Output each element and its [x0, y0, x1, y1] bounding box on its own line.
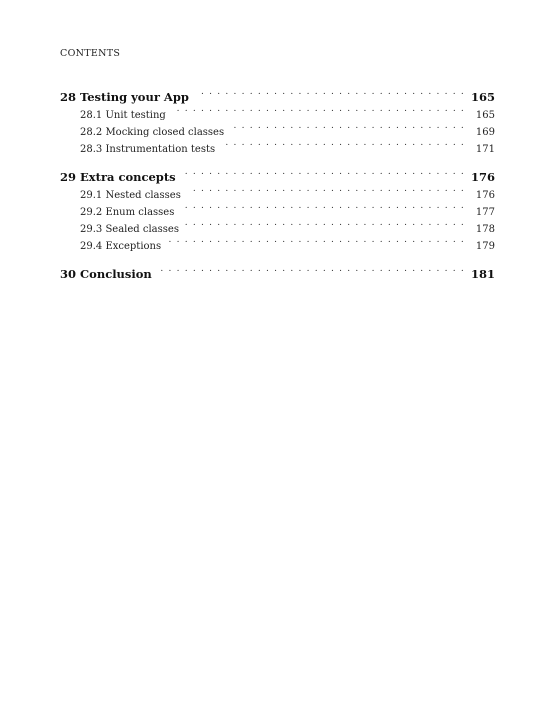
section-title: 29.1 Nested classes — [80, 190, 181, 201]
dot-leader — [167, 232, 465, 249]
section-page-number: 179 — [475, 241, 495, 252]
chapter-title: 30 Conclusion — [60, 267, 152, 281]
dot-leader — [221, 135, 465, 152]
dot-leader — [195, 83, 465, 101]
section-page-number: 165 — [475, 110, 495, 121]
running-head: CONTENTS — [60, 48, 121, 59]
table-of-contents — [60, 83, 495, 289]
section-page-number: 171 — [475, 144, 495, 155]
section-page-number: 176 — [475, 190, 495, 201]
toc-chapter-entry[interactable] — [60, 260, 495, 281]
toc-chapter-entry[interactable] — [60, 83, 495, 104]
dot-leader — [230, 118, 465, 135]
chapter-title: 29 Extra concepts — [60, 170, 176, 184]
toc-chapter-block — [60, 83, 495, 155]
chapter-page-number: 176 — [470, 170, 495, 184]
toc-chapter-block — [60, 163, 495, 252]
section-title: 29.3 Sealed classes — [80, 224, 179, 235]
dot-leader — [158, 260, 465, 278]
dot-leader — [172, 101, 465, 118]
dot-leader — [187, 181, 465, 198]
section-page-number: 177 — [475, 207, 495, 218]
section-page-number: 169 — [475, 127, 495, 138]
chapter-page-number: 165 — [470, 90, 495, 104]
chapter-title: 28 Testing your App — [60, 90, 189, 104]
dot-leader — [185, 215, 465, 232]
section-title: 28.2 Mocking closed classes — [80, 127, 225, 138]
dot-leader — [180, 198, 465, 215]
section-title: 29.4 Exceptions — [80, 241, 162, 252]
dot-leader — [182, 163, 465, 181]
section-page-number: 178 — [475, 224, 495, 235]
section-title: 29.2 Enum classes — [80, 207, 175, 218]
chapter-page-number: 181 — [470, 267, 495, 281]
toc-chapter-block — [60, 260, 495, 281]
toc-chapter-entry[interactable] — [60, 163, 495, 184]
section-title: 28.3 Instrumentation tests — [80, 144, 216, 155]
section-title: 28.1 Unit testing — [80, 110, 166, 121]
